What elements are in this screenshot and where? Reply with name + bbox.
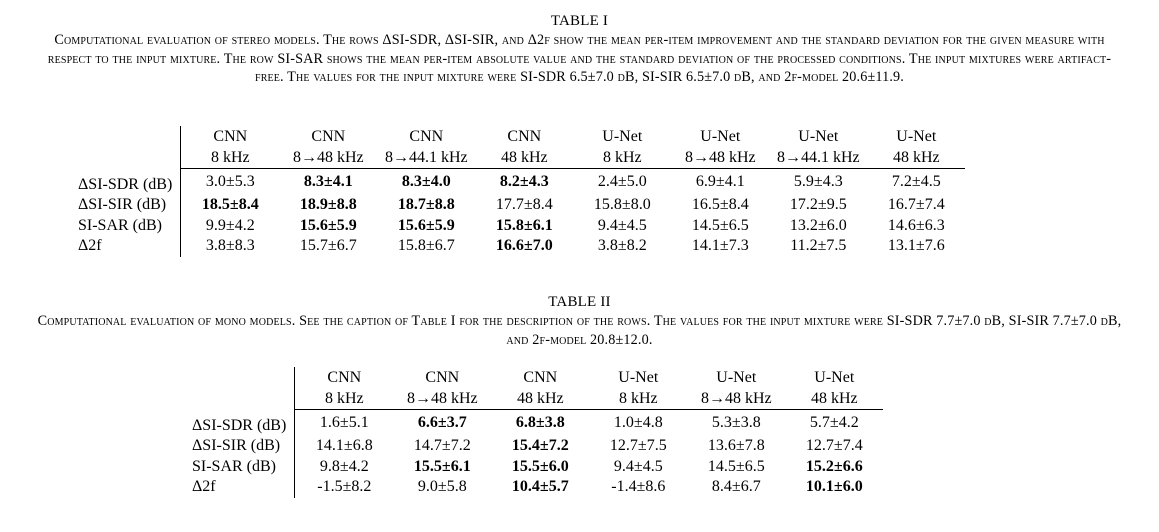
stereo-results-table — [72, 126, 965, 257]
column-header-rate: 48 kHz — [491, 388, 589, 410]
table-row — [72, 236, 965, 257]
column-header-rate: 8→48 kHz — [671, 147, 769, 169]
table-cell: 2.4±5.0 — [597, 172, 647, 190]
table-cell: 5.9±4.3 — [793, 172, 843, 190]
table-cell: 6.9±4.1 — [695, 172, 745, 190]
column-header-model: CNN — [523, 369, 558, 386]
table-cell: 15.7±6.7 — [299, 237, 357, 254]
table-cell: 15.8±8.0 — [593, 196, 651, 213]
table-cell: 15.4±7.2 — [511, 437, 569, 454]
header-row-rate — [186, 388, 883, 410]
table-cell: 14.7±7.2 — [413, 437, 471, 454]
table-cell: 9.4±4.5 — [597, 216, 647, 234]
row-label: ΔSI-SDR (dB) — [72, 169, 181, 196]
table-cell: 6.8±3.8 — [515, 413, 565, 431]
table-cell: 3.8±8.3 — [205, 237, 255, 254]
table-cell: 9.8±4.2 — [319, 457, 369, 475]
table-cell: 15.8±6.7 — [397, 237, 455, 254]
column-header-rate: 8 kHz — [589, 388, 687, 410]
column-header-rate: 8→48 kHz — [279, 147, 377, 169]
mono-results-table — [186, 367, 883, 498]
column-header-model: CNN — [409, 128, 444, 145]
table-cell: 1.0±4.8 — [613, 413, 663, 431]
row-label: ΔSI-SIR (dB) — [186, 436, 295, 457]
header-corner — [72, 126, 181, 147]
table-cell: 8.2±4.3 — [499, 172, 549, 190]
table-caption: Computational evaluation of mono models. See the caption of Table I for the description of the rows. The values for the input mixture were SI-SDR 7.7±7.0 dB, SI-SIR 7.7±7.0 dB, and 2f-model 20.8±12.0. — [37, 313, 1122, 348]
table-cell: 5.3±3.8 — [711, 413, 761, 431]
column-header-model: U-Net — [798, 128, 839, 145]
column-header-model: CNN — [425, 369, 460, 386]
row-label: Δ2f — [186, 477, 295, 498]
table-cell: 5.7±4.2 — [809, 413, 859, 431]
header-corner — [186, 367, 295, 388]
table-cell: -1.5±8.2 — [317, 478, 372, 495]
row-label: Δ2f — [72, 236, 181, 257]
table-cell: 17.2±9.5 — [789, 196, 847, 213]
table-caption: Computational evaluation of stereo models. The rows ΔSI-SDR, ΔSI-SIR, and Δ2f show the mean per-item improvement and the standard deviation for the given measure with respect to the input mixture. The row SI-SAR shows the mean per-item absolute value and the standard deviation of the processed conditions. The input mixtures were artifact-free. The values for the input mixture were SI-SDR 6.5±7.0 dB, SI-SIR 6.5±7.0 dB, and 2f-model 20.6±11.9. — [47, 32, 1112, 85]
table-cell: 15.8±6.1 — [495, 216, 553, 234]
table-cell: 16.5±8.4 — [691, 196, 749, 213]
column-header-rate: 8 kHz — [295, 388, 394, 410]
column-header-rate: 8→48 kHz — [687, 388, 785, 410]
table-body — [72, 169, 965, 257]
column-header-model: U-Net — [716, 369, 757, 386]
table-cell: 3.0±5.3 — [205, 172, 255, 190]
table-row — [72, 216, 965, 237]
column-header-model: U-Net — [700, 128, 741, 145]
table-cell: 13.2±6.0 — [789, 216, 847, 234]
table-cell: 8.3±4.0 — [401, 172, 451, 190]
table-cell: 8.4±6.7 — [711, 478, 761, 495]
table-cell: 9.4±4.5 — [613, 457, 663, 475]
table-cell: 18.7±8.8 — [397, 196, 455, 213]
table-cell: 9.9±4.2 — [205, 216, 255, 234]
column-header-rate: 48 kHz — [785, 388, 883, 410]
column-header-rate: 8→44.1 kHz — [769, 147, 867, 169]
table-cell: 15.5±6.1 — [413, 457, 471, 475]
table-cell: 14.5±6.5 — [707, 457, 765, 475]
table-cell: 13.6±7.8 — [707, 437, 765, 454]
header-row-model — [186, 367, 883, 388]
row-label: SI-SAR (dB) — [186, 457, 295, 478]
table-cell: 18.5±8.4 — [201, 196, 259, 213]
table-cell: 18.9±8.8 — [299, 196, 357, 213]
row-label: SI-SAR (dB) — [72, 216, 181, 237]
table-row — [72, 169, 965, 196]
column-header-model: CNN — [311, 128, 346, 145]
column-header-model: CNN — [213, 128, 248, 145]
column-header-model: CNN — [507, 128, 542, 145]
table-cell: 11.2±7.5 — [790, 237, 847, 254]
table-row — [186, 457, 883, 478]
column-header-model: CNN — [327, 369, 362, 386]
column-header-model: U-Net — [814, 369, 855, 386]
column-header-rate: 8 kHz — [181, 147, 280, 169]
table-cell: 3.8±8.2 — [597, 237, 647, 254]
column-header-rate: 48 kHz — [867, 147, 965, 169]
table-cell: 14.1±6.8 — [315, 437, 373, 454]
table-cell: 1.6±5.1 — [319, 413, 369, 431]
row-label: ΔSI-SIR (dB) — [72, 195, 181, 216]
column-header-rate: 48 kHz — [475, 147, 573, 169]
table-cell: 15.6±5.9 — [397, 216, 455, 234]
table-block-stereo — [0, 12, 1159, 254]
header-row-rate — [72, 147, 965, 169]
table-cell: 14.5±6.5 — [691, 216, 749, 234]
table-row — [186, 410, 883, 437]
table-cell: 17.7±8.4 — [495, 196, 553, 213]
table-cell: 9.0±5.8 — [417, 478, 467, 495]
column-header-model: U-Net — [602, 128, 643, 145]
table-label: TABLE II — [548, 294, 611, 310]
column-header-rate: 8 kHz — [573, 147, 671, 169]
table-row — [186, 477, 883, 498]
table-cell: 14.6±6.3 — [887, 216, 945, 234]
column-header-rate: 8→48 kHz — [393, 388, 491, 410]
header-row-model — [72, 126, 965, 147]
table-cell: 15.6±5.9 — [299, 216, 357, 234]
table-cell: -1.4±8.6 — [611, 478, 666, 495]
row-label: ΔSI-SDR (dB) — [186, 410, 295, 437]
table-cell: 7.2±4.5 — [891, 172, 941, 190]
table-cell: 16.6±7.0 — [495, 237, 553, 254]
table-cell: 15.2±6.6 — [805, 457, 863, 475]
column-header-model: U-Net — [896, 128, 937, 145]
table-cell: 12.7±7.4 — [805, 437, 863, 454]
header-corner — [186, 388, 295, 410]
table-cell: 14.1±7.3 — [691, 237, 749, 254]
table-cell: 15.5±6.0 — [511, 457, 569, 475]
table-cell: 10.1±6.0 — [805, 478, 863, 495]
table-block-mono — [0, 293, 1159, 495]
header-corner — [72, 147, 181, 169]
column-header-model: U-Net — [618, 369, 659, 386]
table-cell: 6.6±3.7 — [417, 413, 467, 431]
table-row — [186, 436, 883, 457]
table-label: TABLE I — [550, 13, 609, 29]
table-cell: 10.4±5.7 — [511, 478, 569, 495]
table-row — [72, 195, 965, 216]
table-cell: 12.7±7.5 — [609, 437, 667, 454]
table-body — [186, 410, 883, 498]
column-header-rate: 8→44.1 kHz — [377, 147, 475, 169]
table-cell: 13.1±7.6 — [887, 237, 945, 254]
table-cell: 16.7±7.4 — [887, 196, 945, 213]
table-cell: 8.3±4.1 — [303, 172, 353, 190]
